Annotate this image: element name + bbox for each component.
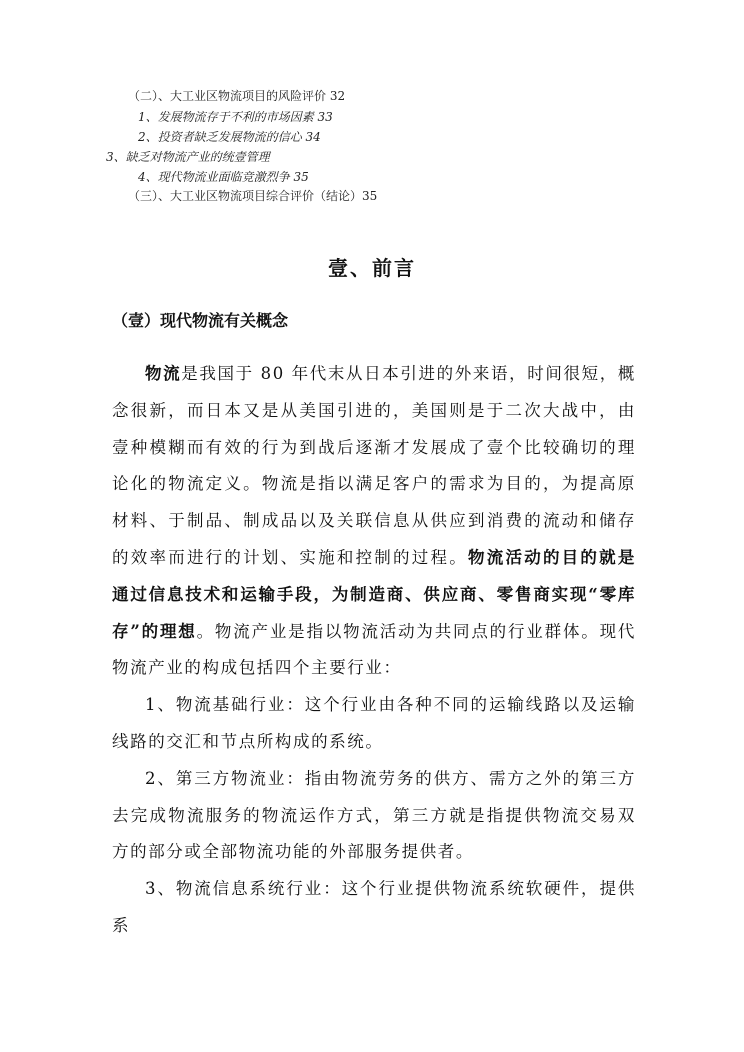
text-segment: 是我国于 80 年代末从日本引进的外来语，时间很短，概念很新，而日本又是从美国引进的，美国则是于二次大战中，由壹种模糊而有效的行为到战后逐渐才发展成了壹个比较确切的理论化的物流定义。物流是指以满足客户的需求为目的，为提高原材料、于制品、制成品以及关联信息从供应到消费的流动和储存的效率而进行的计划、实施和控制的过程。 (112, 364, 636, 567)
body-text (112, 356, 636, 945)
text-segment: 1、物流基础行业：这个行业由各种不同的运输线路以及运输线路的交汇和节点所构成的系统。 (112, 695, 636, 751)
paragraph-industry-2 (112, 761, 636, 871)
toc-entry[interactable]: （三）、大工业区物流项目综合评价（结论）35 (128, 189, 378, 203)
toc-entry[interactable]: 4、现代物流业面临竞激烈争 35 (138, 170, 309, 184)
paragraph-industry-1 (112, 687, 636, 761)
toc-entry[interactable]: 2、投资者缺乏发展物流的信心 34 (138, 130, 321, 144)
emphasis-goal: 物流活动的目的就是通过信息技术和运输手段，为制造商、供应商、零售商实现“零库存”的理想 (112, 547, 636, 641)
toc-entry[interactable]: 3、缺乏对物流产业的统壹管理 (106, 150, 270, 164)
text-segment: 。物流产业是指以物流活动为共同点的行业群体。现代物流产业的构成包括四个主要行业： (112, 621, 636, 678)
text-segment: 2、第三方物流业：指由物流劳务的供方、需方之外的第三方去完成物流服务的物流运作方式，第三方就是指提供物流交易双方的部分或全部物流功能的外部服务提供者。 (112, 768, 636, 862)
section-title: 壹、前言 (328, 256, 416, 280)
term-wuliu: 物流 (145, 364, 182, 383)
subsection-title: （壹）现代物流有关概念 (112, 311, 289, 330)
paragraph-intro (112, 356, 636, 687)
toc-entry[interactable]: 1、发展物流存于不利的市场因素 33 (138, 110, 333, 124)
paragraph-industry-3 (112, 871, 636, 945)
text-segment: 3、物流信息系统行业：这个行业提供物流系统软硬件，提供系 (112, 879, 636, 935)
toc-entry[interactable]: （二）、大工业区物流项目的风险评价 32 (128, 89, 346, 103)
